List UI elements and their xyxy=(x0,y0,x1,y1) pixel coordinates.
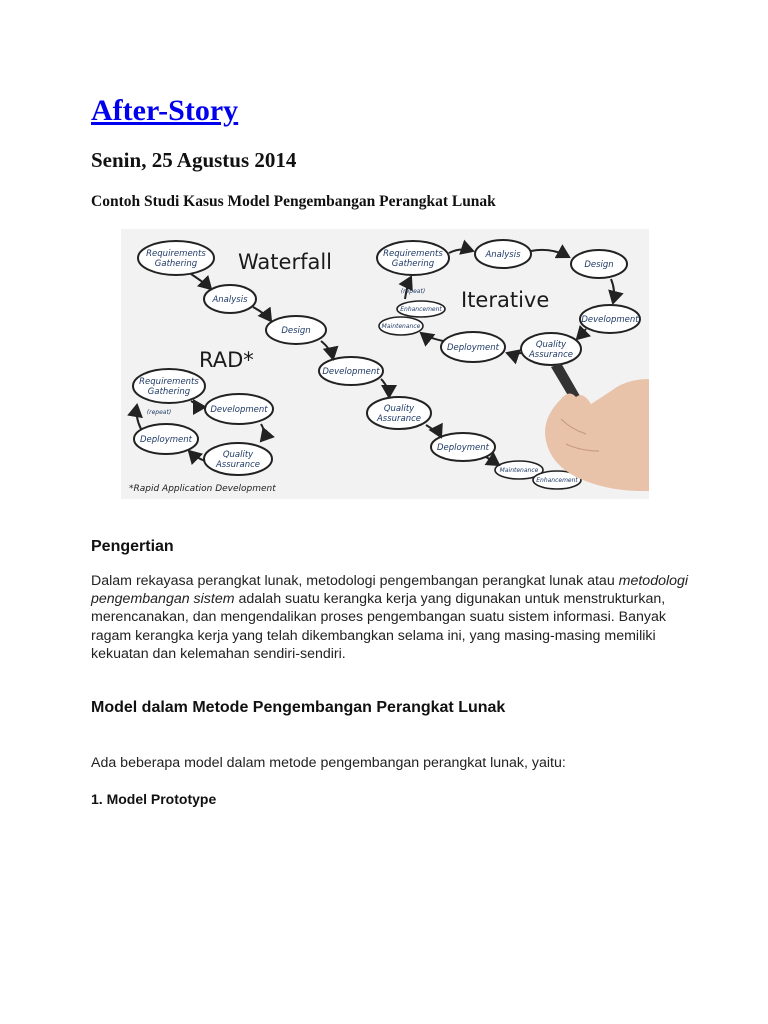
svg-text:Development: Development xyxy=(210,405,268,415)
svg-text:Gathering: Gathering xyxy=(154,259,198,269)
svg-text:Analysis: Analysis xyxy=(212,295,248,305)
blog-title-link[interactable]: After-Story xyxy=(91,94,239,127)
svg-text:Gathering: Gathering xyxy=(147,387,191,397)
post-title: Contoh Studi Kasus Model Pengembangan Perangkat Lunak xyxy=(91,193,496,210)
waterfall-step xyxy=(319,357,383,385)
pengertian-paragraph xyxy=(91,572,691,663)
svg-text:Assurance: Assurance xyxy=(215,460,261,470)
model-intro-paragraph: Ada beberapa model dalam metode pengembangan perangkat lunak, yaitu: xyxy=(91,755,566,771)
svg-text:Enhancement: Enhancement xyxy=(536,477,578,484)
svg-text:Analysis: Analysis xyxy=(485,250,521,260)
waterfall-title: Waterfall xyxy=(238,250,333,274)
rad-step xyxy=(134,424,198,454)
svg-text:Deployment: Deployment xyxy=(140,435,192,445)
post-date: Senin, 25 Agustus 2014 xyxy=(91,148,297,172)
waterfall-step xyxy=(138,241,214,275)
iterative-step xyxy=(521,333,581,365)
svg-text:Requirements: Requirements xyxy=(383,249,443,259)
svg-text:Deployment: Deployment xyxy=(437,443,489,453)
iterative-step xyxy=(379,317,423,335)
svg-text:Assurance: Assurance xyxy=(528,350,574,360)
waterfall-step xyxy=(266,316,326,344)
waterfall-step xyxy=(367,397,431,429)
rad-footnote: *Rapid Application Development xyxy=(129,484,276,494)
svg-text:Requirements: Requirements xyxy=(146,249,206,259)
rad-step xyxy=(133,369,205,403)
svg-text:Requirements: Requirements xyxy=(139,377,199,387)
svg-text:Development: Development xyxy=(581,315,639,325)
svg-text:Quality: Quality xyxy=(383,404,415,414)
svg-text:Development: Development xyxy=(322,367,380,377)
section-heading-pengertian: Pengertian xyxy=(91,538,174,555)
rad-title: RAD* xyxy=(199,348,254,372)
svg-text:Quality: Quality xyxy=(222,450,254,460)
rad-repeat-label: (repeat) xyxy=(146,409,172,416)
iterative-step xyxy=(571,250,627,278)
pengertian-text-1: Dalam rekayasa perangkat lunak, metodologi pengembangan perangkat lunak atau xyxy=(91,573,619,589)
pengertian-text-2: adalah suatu kerangka kerja yang digunakan untuk menstrukturkan, merencanakan, dan mengendalikan proses pengembangan suatu sistem informasi. Banyak ragam kerangka kerja yang telah dikembangkan selama ini, yang masing-masing memiliki kekuatan dan kelemahan sendiri-sendiri. xyxy=(91,591,666,662)
pengertian-text-italic: metodologi pengembangan sistem xyxy=(91,573,689,608)
svg-text:Enhancement: Enhancement xyxy=(400,306,442,313)
svg-text:Deployment: Deployment xyxy=(447,343,499,353)
iterative-step xyxy=(441,332,505,362)
svg-text:Maintenance: Maintenance xyxy=(499,467,539,474)
rad-step xyxy=(205,394,273,424)
section-heading-model: Model dalam Metode Pengembangan Perangkat Lunak xyxy=(91,699,506,716)
iterative-step xyxy=(397,301,445,317)
svg-text:Gathering: Gathering xyxy=(391,259,435,269)
svg-text:Quality: Quality xyxy=(535,340,567,350)
diagram-svg xyxy=(121,229,649,499)
iterative-title: Iterative xyxy=(461,288,550,312)
rad-step xyxy=(204,443,272,475)
waterfall-step xyxy=(431,433,495,461)
iterative-step xyxy=(580,305,640,333)
waterfall-step xyxy=(204,285,256,313)
svg-text:Assurance: Assurance xyxy=(376,414,422,424)
iterative-step xyxy=(475,240,531,268)
sdlc-models-diagram xyxy=(121,229,649,499)
svg-text:Maintenance: Maintenance xyxy=(381,323,421,330)
iterative-step xyxy=(377,241,449,275)
iterative-repeat-label: (repeat) xyxy=(400,288,426,295)
model-item-heading: 1. Model Prototype xyxy=(91,791,217,807)
svg-text:Design: Design xyxy=(281,326,311,336)
svg-text:Design: Design xyxy=(584,260,614,270)
